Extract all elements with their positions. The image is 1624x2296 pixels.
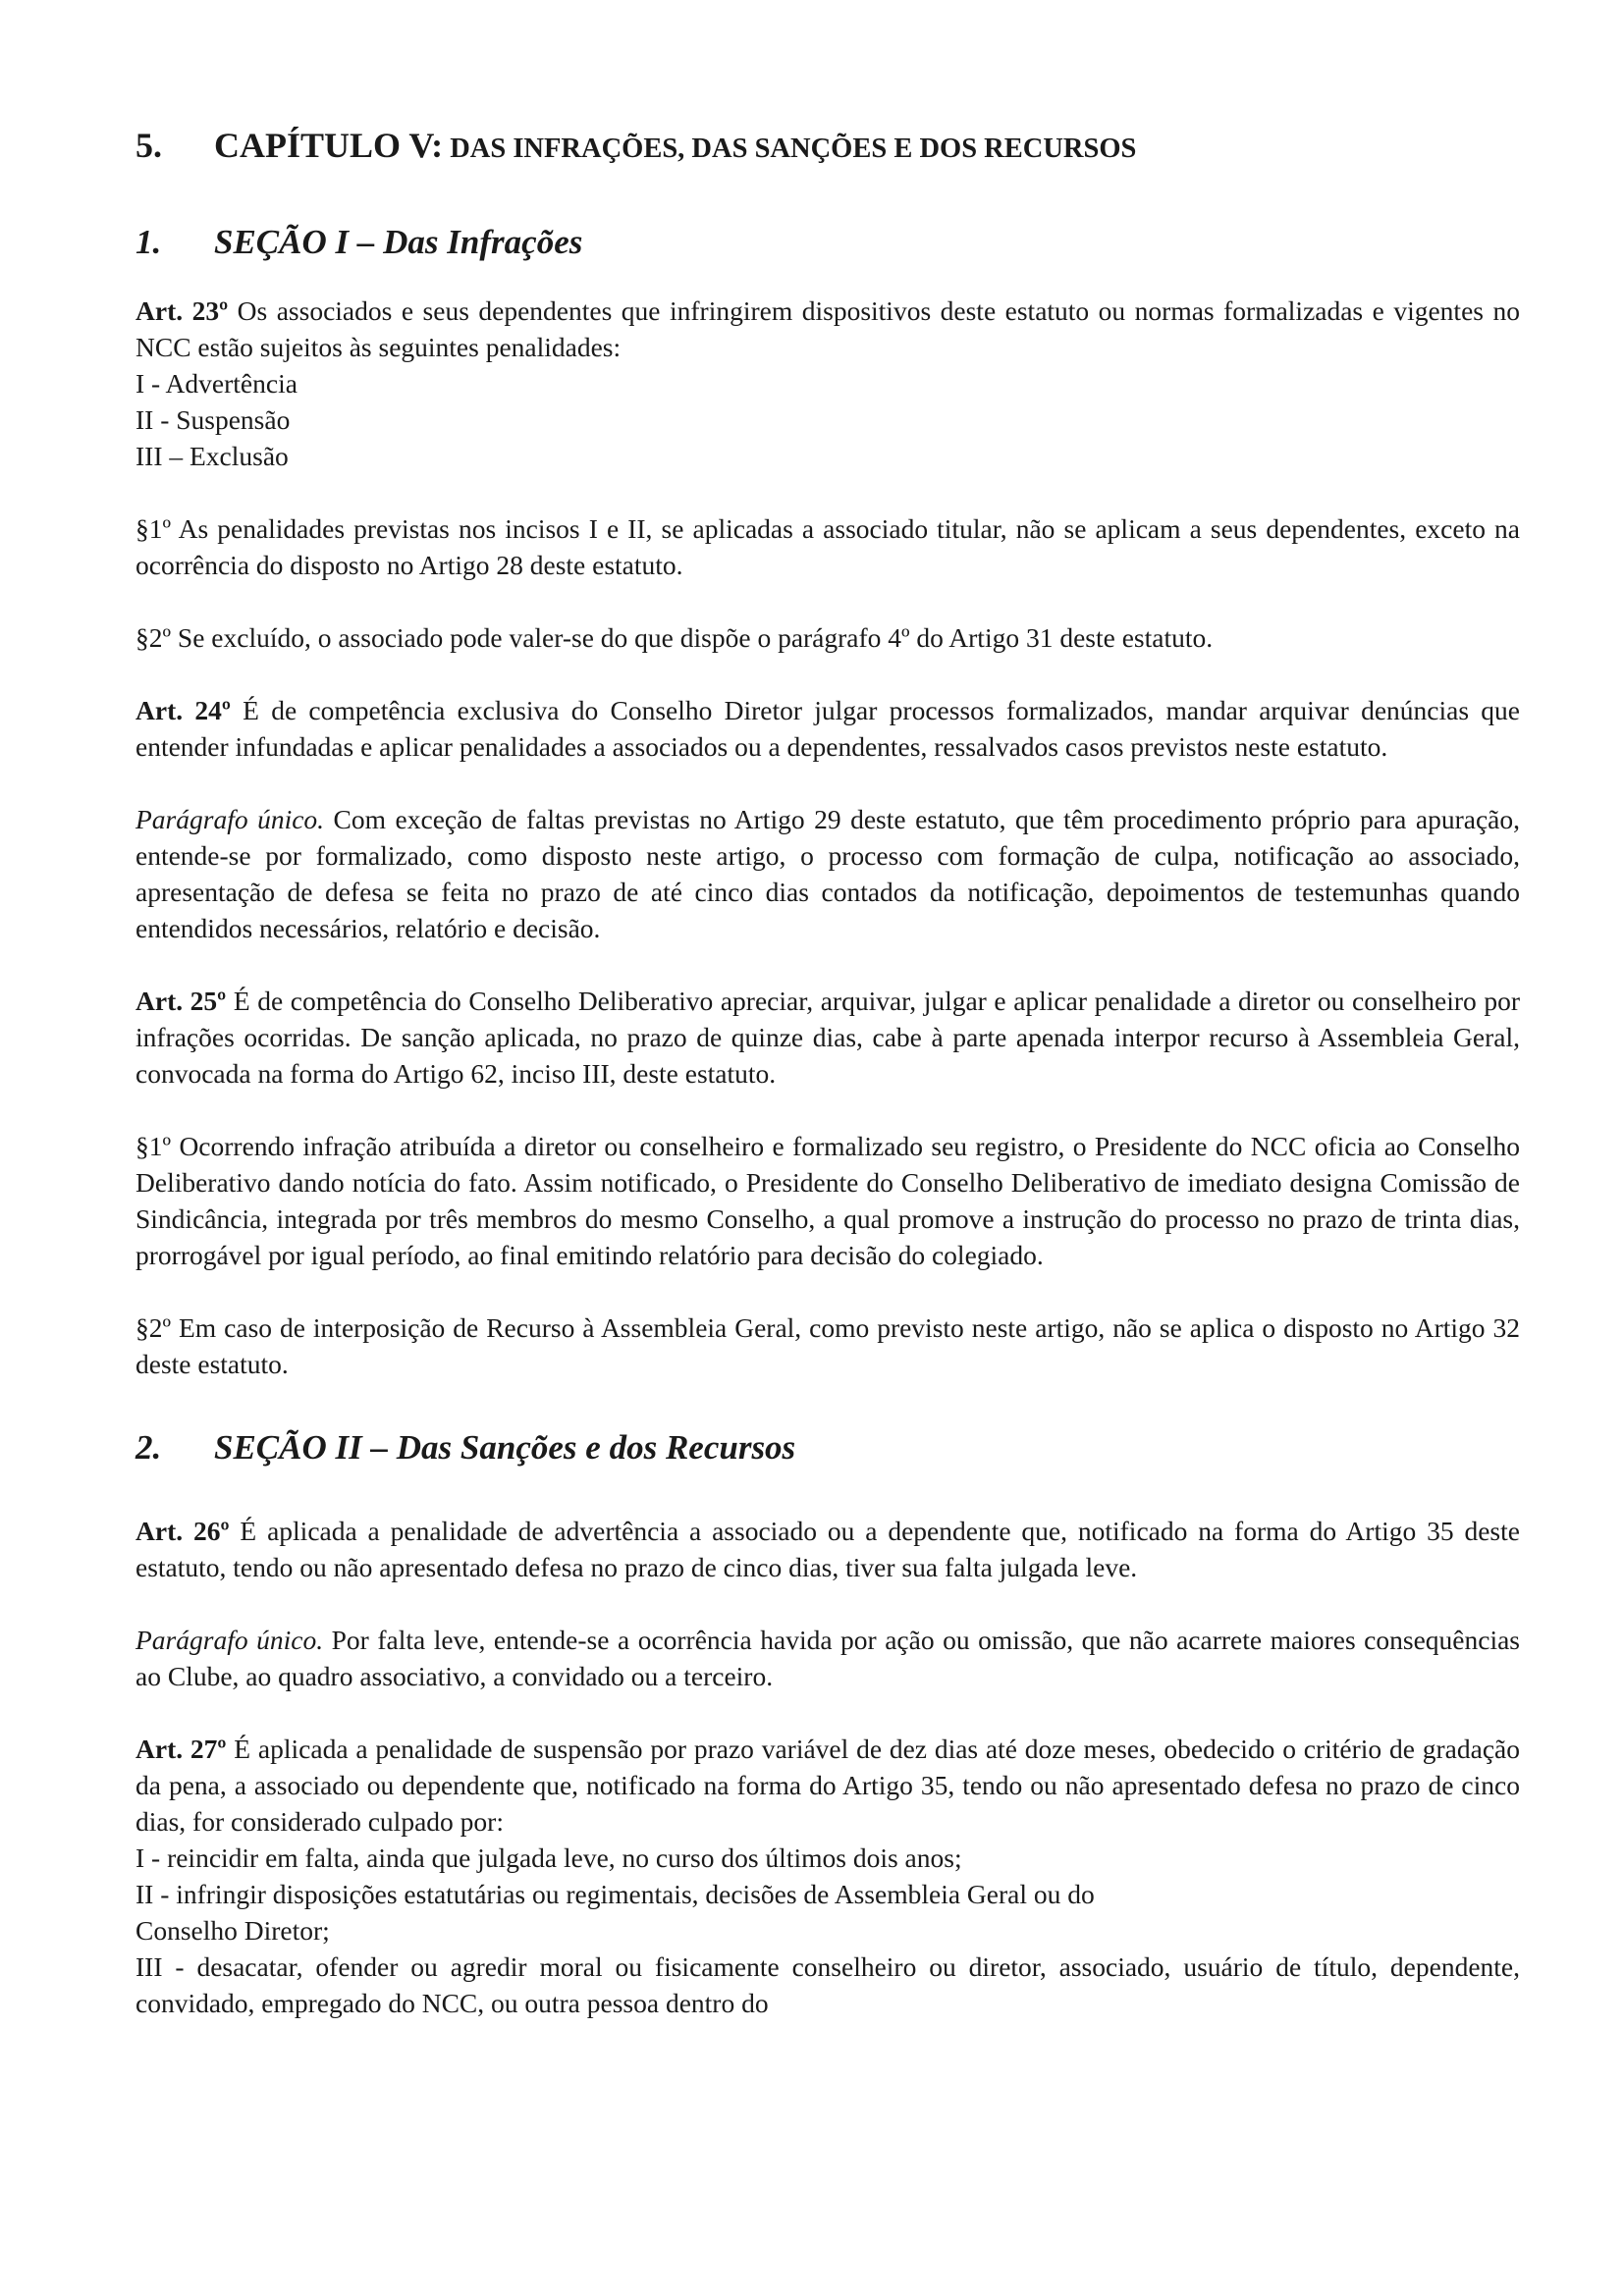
article-text: É aplicada a penalidade de suspensão por prazo variável de dez dias até doze meses, obedecido o critério de gradação da pena, a associado ou dependente que, notificado na forma do Artigo 35, tendo ou não apresentado defesa no prazo de cinco dias, for considerado culpado por: bbox=[135, 1734, 1520, 1837]
article-25-paragraph-2: §2º Em caso de interposição de Recurso à Assembleia Geral, como previsto neste artigo, não se aplica o disposto no Artigo 32 deste estatuto. bbox=[135, 1312, 1520, 1379]
section-heading-2 bbox=[135, 1429, 1520, 1466]
section-title: SEÇÃO I – Das Infrações bbox=[214, 223, 583, 261]
article-text: É aplicada a penalidade de advertência a associado ou a dependente que, notificado na forma do Artigo 35 deste estatuto, tendo ou não apresentado defesa no prazo de cinco dias, tiver sua falta julgada leve. bbox=[135, 1516, 1520, 1582]
section-number: 2. bbox=[135, 1428, 162, 1467]
section-number: 1. bbox=[135, 223, 162, 261]
list-item: III – Exclusão bbox=[135, 441, 289, 471]
sole-paragraph-text: Com exceção de faltas previstas no Artigo 29 deste estatuto, que têm procedimento próprio para apuração, entende-se por formalizado, como disposto neste artigo, o processo com formação de culpa, notificação ao associado, apresentação de defesa se feita no prazo de até cinco dias contados da notificação, depoimentos de testemunhas quando entendidos necessários, relatório e decisão. bbox=[135, 804, 1520, 943]
section-title: SEÇÃO II – Das Sanções e dos Recursos bbox=[214, 1428, 796, 1467]
sole-paragraph-text: Por falta leve, entende-se a ocorrência havida por ação ou omissão, que não acarrete maiores consequências ao Clube, ao quadro associativo, a convidado ou a terceiro. bbox=[135, 1625, 1520, 1691]
article-23-paragraph-2: §2º Se excluído, o associado pode valer-se do que dispõe o parágrafo 4º do Artigo 31 deste estatuto. bbox=[135, 622, 1214, 653]
article-23-items bbox=[135, 365, 1520, 474]
article-25 bbox=[135, 983, 1520, 1092]
chapter-title: CAPÍTULO V: DAS INFRAÇÕES, DAS SANÇÕES E DOS RECURSOS bbox=[214, 126, 1137, 165]
chapter-number: 5. bbox=[135, 126, 162, 165]
list-item: II - Suspensão bbox=[135, 404, 291, 435]
article-26-sole-paragraph bbox=[135, 1622, 1520, 1694]
article-label: Art. 27º bbox=[135, 1734, 227, 1764]
list-item: I - reincidir em falta, ainda que julgada leve, no curso dos últimos dois anos; bbox=[135, 1842, 962, 1873]
article-label: Art. 23º bbox=[135, 295, 229, 326]
document-page bbox=[135, 128, 1520, 2057]
chapter-heading bbox=[135, 128, 1520, 167]
article-23-paragraph-1: §1º As penalidades previstas nos incisos I e II, se aplicadas a associado titular, não se aplicam a seus dependentes, exceto na ocorrência do disposto no Artigo 28 deste estatuto. bbox=[135, 513, 1520, 580]
article-25-paragraph-1: §1º Ocorrendo infração atribuída a diretor ou conselheiro e formalizado seu registro, o Presidente do NCC oficia ao Conselho Deliberativo dando notícia do fato. Assim notificado, o Presidente do Conselho Deliberativo de imediato designa Comissão de Sindicância, integrada por três membros do mesmo Conselho, a qual promove a instrução do processo no prazo de trinta dias, prorrogável por igual período, ao final emitindo relatório para decisão do colegiado. bbox=[135, 1131, 1520, 1270]
sole-paragraph-label: Parágrafo único. bbox=[135, 804, 325, 834]
list-item: III - desacatar, ofender ou agredir moral ou fisicamente conselheiro ou diretor, associado, usuário de título, dependente, convidado, empregado do NCC, ou outra pessoa dentro do bbox=[135, 1951, 1520, 2018]
article-27 bbox=[135, 1731, 1520, 1840]
list-item: Conselho Diretor; bbox=[135, 1915, 330, 1946]
article-24-sole-paragraph bbox=[135, 801, 1520, 946]
article-23 bbox=[135, 293, 1520, 365]
article-label: Art. 24º bbox=[135, 695, 231, 725]
list-item: II - infringir disposições estatutárias ou regimentais, decisões de Assembleia Geral ou do bbox=[135, 1879, 1095, 1909]
article-label: Art. 26º bbox=[135, 1516, 230, 1546]
article-text: Os associados e seus dependentes que infringirem dispositivos deste estatuto ou normas formalizadas e vigentes no NCC estão sujeitos às seguintes penalidades: bbox=[135, 295, 1520, 362]
article-label: Art. 25º bbox=[135, 986, 227, 1016]
section-heading-1 bbox=[135, 224, 1520, 260]
article-24 bbox=[135, 692, 1520, 765]
article-text: É de competência exclusiva do Conselho Diretor julgar processos formalizados, mandar arquivar denúncias que entender infundadas e aplicar penalidades a associados ou a dependentes, ressalvados casos previstos neste estatuto. bbox=[135, 695, 1520, 762]
sole-paragraph-label: Parágrafo único. bbox=[135, 1625, 324, 1655]
article-text: É de competência do Conselho Deliberativo apreciar, arquivar, julgar e aplicar penalidade a diretor ou conselheiro por infrações ocorridas. De sanção aplicada, no prazo de quinze dias, cabe à parte apenada interpor recurso à Assembleia Geral, convocada na forma do Artigo 62, inciso III, deste estatuto. bbox=[135, 986, 1520, 1089]
article-26 bbox=[135, 1513, 1520, 1585]
article-27-items bbox=[135, 1840, 1520, 2021]
list-item: I - Advertência bbox=[135, 368, 298, 399]
